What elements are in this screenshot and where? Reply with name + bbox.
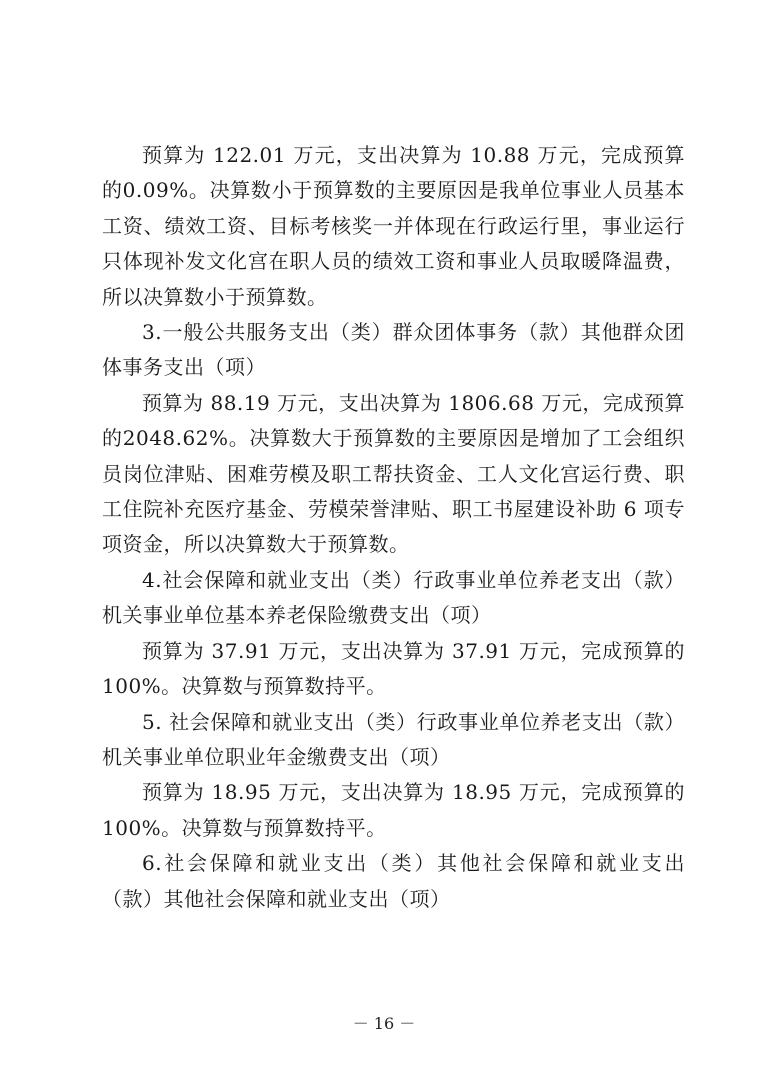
heading-item-6: 6.社会保障和就业支出（类）其他社会保障和就业支出（款）其他社会保障和就业支出（项）	[102, 851, 685, 911]
paragraph-budget-1: 预算为 122.01 万元，支出决算为 10.88 万元，完成预算的0.09%。决算数小于预算数的主要原因是我单位事业人员基本工资、绩效工资、目标考核奖一并体现在行政运行里，事业运行只体现补发文化宫在职人员的绩效工资和事业人员取暖降温费，所以决算数小于预算数。	[102, 143, 685, 309]
paragraph-budget-5: 预算为 18.95 万元，支出决算为 18.95 万元，完成预算的100%。决算数与预算数持平。	[102, 780, 685, 840]
heading-item-4: 4.社会保障和就业支出（类）行政事业单位养老支出（款）机关事业单位基本养老保险缴费支出（项）	[102, 567, 685, 628]
body-text	[102, 138, 685, 917]
heading-item-3: 3.一般公共服务支出（类）群众团体事务（款）其他群众团体事务支出（项）	[102, 320, 685, 380]
heading-item-5: 5. 社会保障和就业支出（类）行政事业单位养老支出（款）机关事业单位职业年金缴费支出（项）	[102, 709, 685, 769]
page-number: － 16 －	[352, 1014, 416, 1033]
paragraph-budget-4: 预算为 37.91 万元，支出决算为 37.91 万元，完成预算的100%。决算数与预算数持平。	[102, 638, 685, 699]
paragraph-budget-3: 预算为 88.19 万元，支出决算为 1806.68 万元，完成预算的2048.62%。决算数大于预算数的主要原因是增加了工会组织员岗位津贴、困难劳模及职工帮扶资金、工人文化宫运行费、职工住院补充医疗基金、劳模荣誉津贴、职工书屋建设补助 6 项专项资金，所以决算数大于预算数。	[102, 390, 685, 557]
